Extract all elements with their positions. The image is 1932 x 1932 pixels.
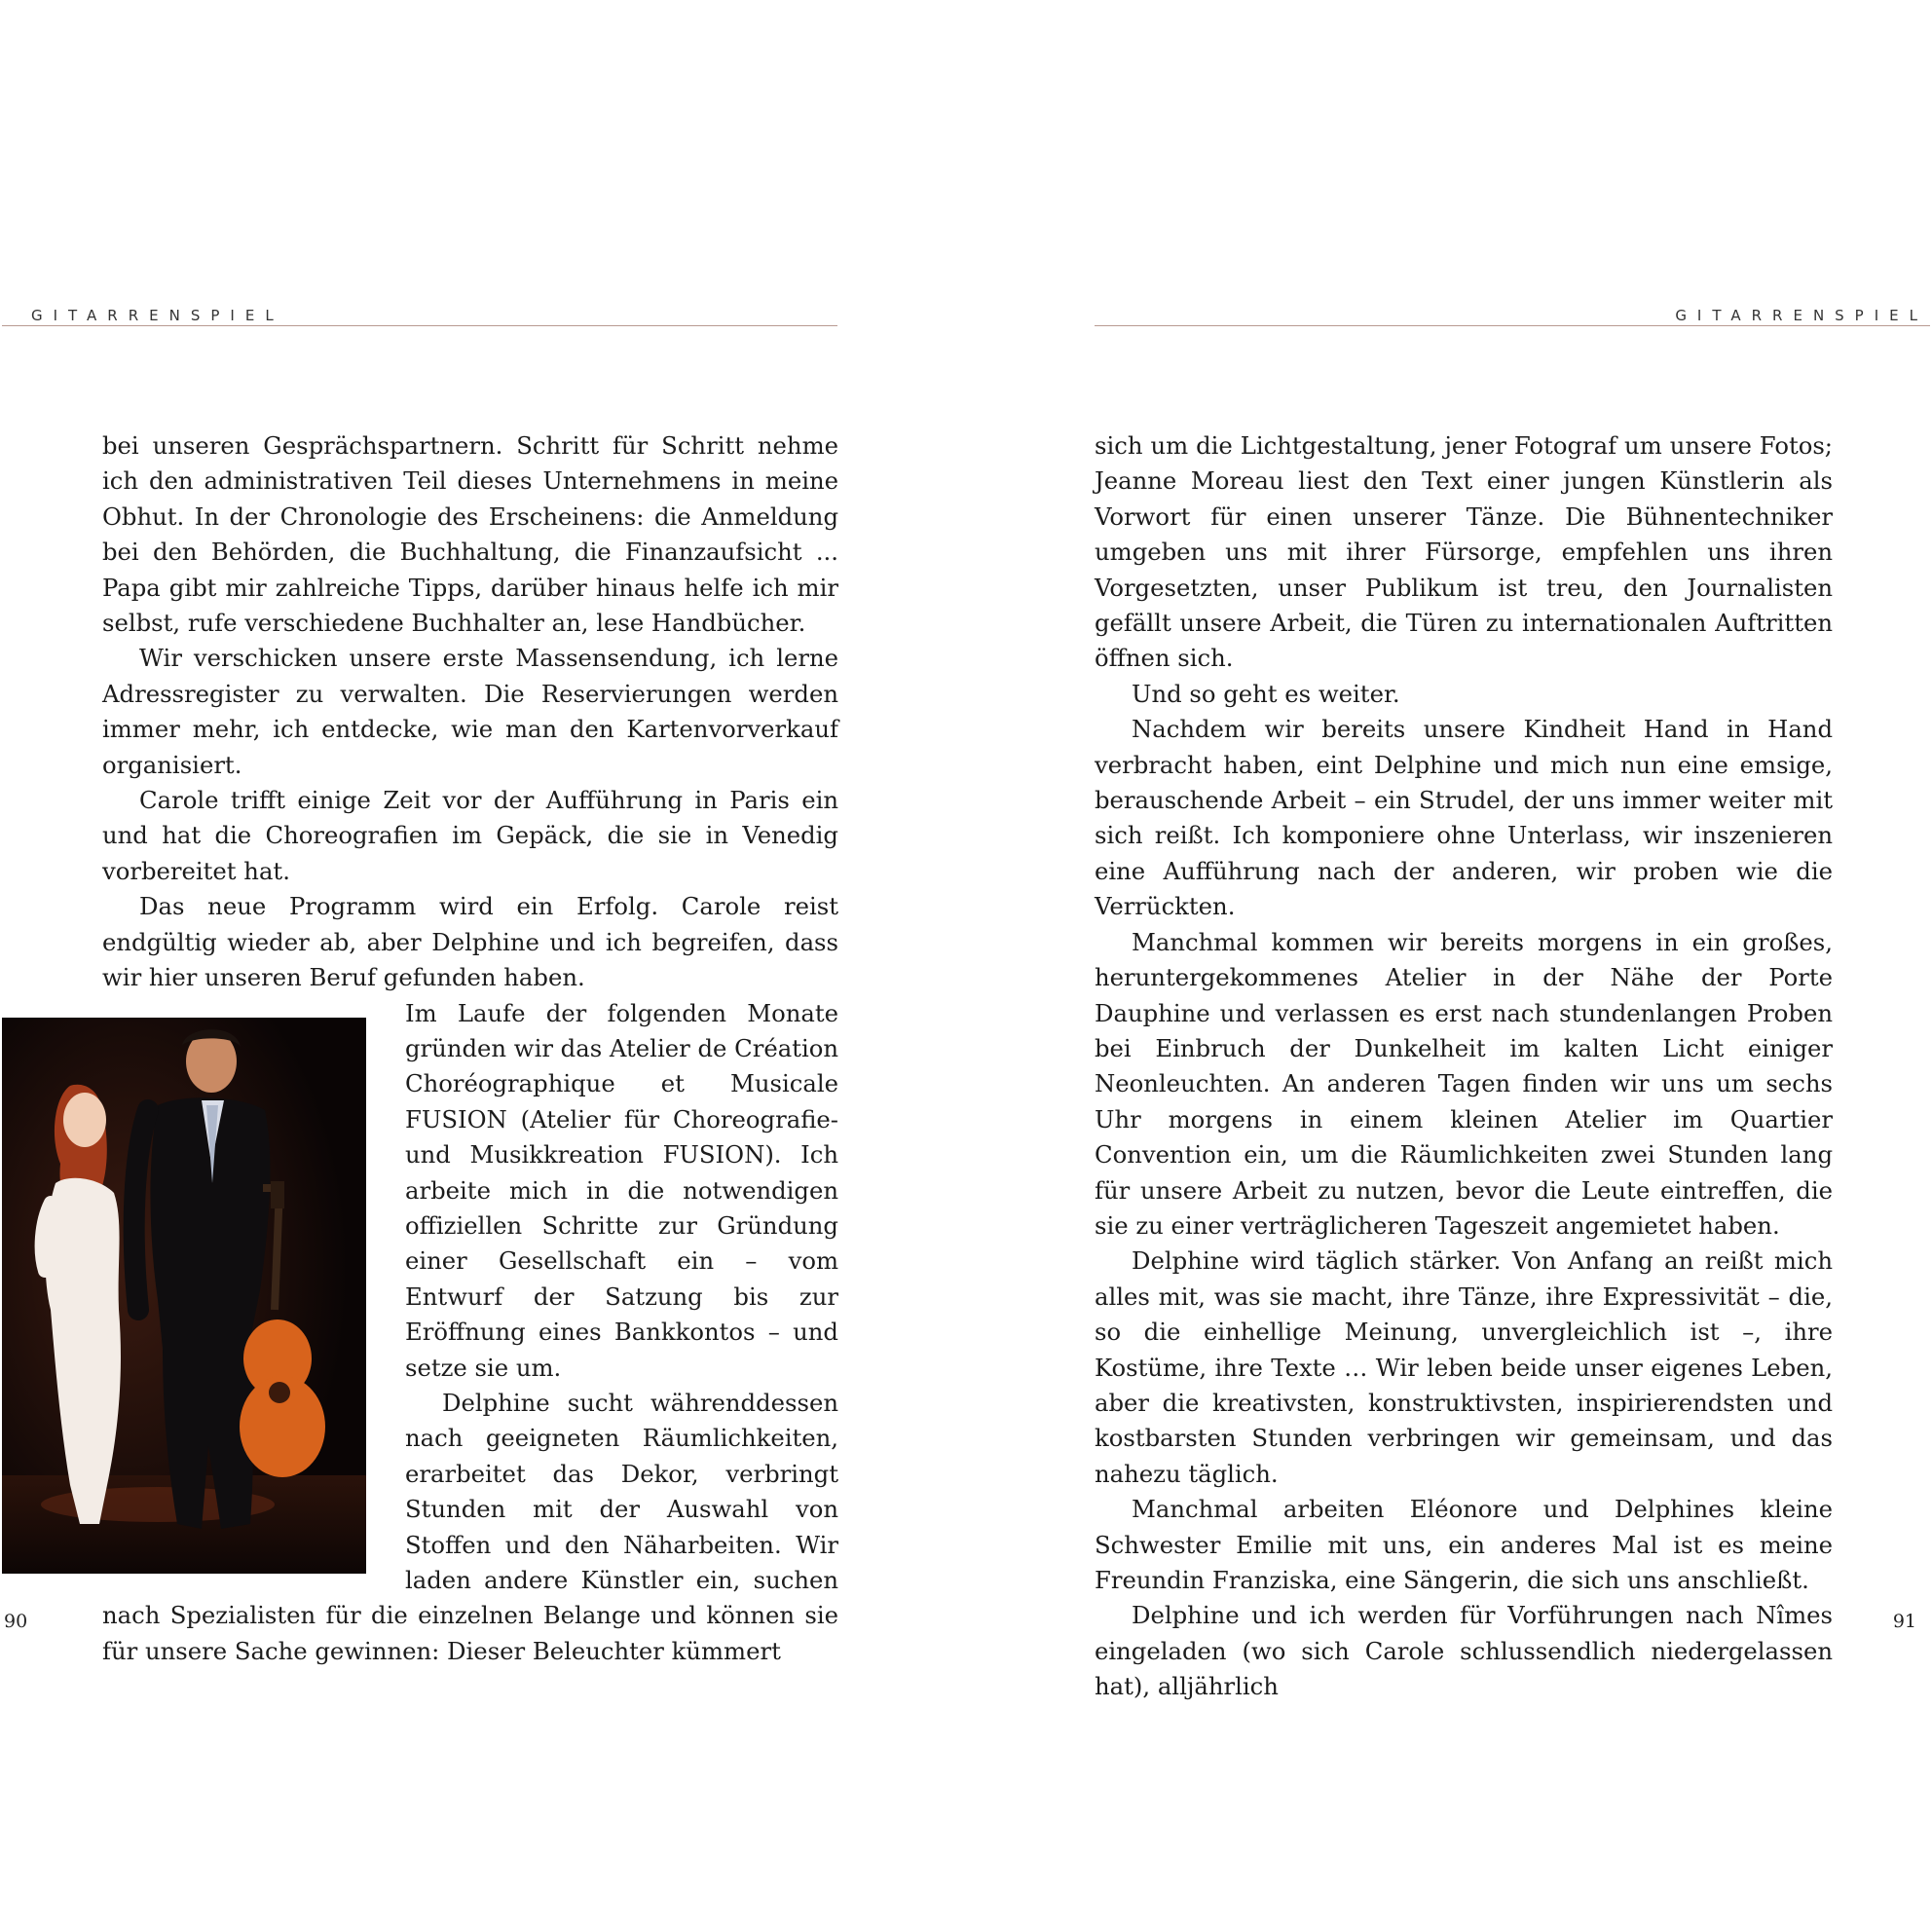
body-text bbox=[1095, 428, 1833, 1705]
running-head: GITARRENSPIEL bbox=[1675, 307, 1928, 324]
stage-photo bbox=[2, 1018, 366, 1574]
paragraph: Delphine wird täglich stärker. Von Anfang an reißt mich alles mit, was sie macht, ihre Tänze, ihre Expressivität – die, so die einhellige Meinung, unvergleichlich ist –, ihre Kostüme, ihre Texte … Wir leben beide unser eigenes Leben, aber die kreativsten, konstruktivsten, inspirierendsten und kostbarsten Stunden verbringen wir gemeinsam, und das nahezu täglich. bbox=[1095, 1246, 1833, 1488]
paragraph: bei unseren Gesprächspartnern. Schritt für Schritt nehme ich den administrativen Teil dieses Unternehmens in meine Obhut. In der Chronologie des Erscheinens: die Anmeldung bei den Behörden, die Buchhaltung, die Finanzaufsicht ... Papa gibt mir zahlreiche Tipps, darüber hinaus helfe ich mir selbst, rufe verschiedene Buchhalter an, lese Handbücher. bbox=[102, 431, 838, 638]
paragraph: Delphine sucht währenddessen nach geeigneten Räumlichkeiten, erarbeitet das Dekor, verbringt Stunden mit der Auswahl von Stoffen und den Näharbeiten. Wir laden andere Künstler ein, suchen nach Spezialisten für die einzelnen Belange und können sie für unsere Sache gewinnen: Dieser Beleuchter kümmert bbox=[102, 1388, 838, 1665]
page-number: 91 bbox=[1892, 1611, 1916, 1632]
paragraph: sich um die Lichtgestaltung, jener Fotograf um unsere Fotos; Jeanne Moreau liest den Text einer jungen Künstlerin als Vorwort für einen unserer Tänze. Die Bühnentechniker umgeben uns mit ihrer Fürsorge, empfehlen uns ihren Vorgesetzten, unser Publikum ist treu, den Journalisten gefällt unsere Arbeit, die Türen zu internationalen Auftritten öffnen sich. bbox=[1095, 431, 1833, 673]
paragraph: Delphine und ich werden für Vorführungen nach Nîmes eingeladen (wo sich Carole schlussendlich niedergelassen hat), alljährlich bbox=[1095, 1601, 1833, 1701]
running-head: GITARRENSPIEL bbox=[31, 307, 284, 324]
paragraph: Wir verschicken unsere erste Massensendung, ich lerne Adressregister zu verwalten. Die Reservierungen werden immer mehr, ich entdecke, wie man den Kartenvorverkauf organisiert. bbox=[102, 644, 838, 779]
header-rule bbox=[1095, 325, 1930, 326]
paragraph: Und so geht es weiter. bbox=[1132, 679, 1400, 708]
paragraph: Das neue Programm wird ein Erfolg. Carole reist endgültig wieder ab, aber Delphine und ich begreifen, dass wir hier unseren Beruf gefunden haben. bbox=[102, 892, 838, 992]
right-page bbox=[1081, 0, 1932, 1932]
paragraph: Manchmal arbeiten Eléonore und Delphines kleine Schwester Emilie mit uns, ein anderes Mal ist es meine Freundin Franziska, eine Sängerin, die sich uns anschließt. bbox=[1095, 1495, 1833, 1594]
photo-illustration bbox=[2, 1018, 366, 1574]
header-rule bbox=[2, 325, 837, 326]
left-page bbox=[0, 0, 857, 1932]
paragraph: Carole trifft einige Zeit vor der Aufführung in Paris ein und hat die Choreografien im Gepäck, die sie in Venedig vorbereitet hat. bbox=[102, 786, 838, 885]
paragraph: Im Laufe der folgenden Monate gründen wir das Atelier de Création Choréographique et Musicale FUSION (Atelier für Choreografie- und Musikkreation FUSION). Ich arbeite mich in die notwendigen offiziellen Schritte zur Gründung einer Gesellschaft ein – vom Entwurf der Satzung bis zur Eröffnung eines Bankkontos – und setze sie um. bbox=[405, 998, 838, 1382]
page-number: 90 bbox=[4, 1611, 28, 1632]
paragraph: Nachdem wir bereits unsere Kindheit Hand in Hand verbracht haben, eint Delphine und mich nun eine emsige, berauschende Arbeit – ein Strudel, der uns immer weiter mit sich reißt. Ich komponiere ohne Unterlass, wir inszenieren eine Aufführung nach der anderen, wir proben wie die Verrückten. bbox=[1095, 715, 1833, 921]
paragraph: Manchmal kommen wir bereits morgens in ein großes, heruntergekommenes Atelier in der Nähe der Porte Dauphine und verlassen es erst nach stundenlangen Proben bei Einbruch der Dunkelheit im kalten Licht einiger Neonleuchten. An anderen Tagen finden wir uns um sechs Uhr morgens in einem kleinen Atelier im Quartier Convention ein, um die Räumlichkeiten zwei Stunden lang für unsere Arbeit zu nutzen, bevor die Leute eintreffen, die sie zu einer verträglicheren Tageszeit angemietet haben. bbox=[1095, 927, 1833, 1240]
body-text bbox=[102, 428, 838, 1669]
